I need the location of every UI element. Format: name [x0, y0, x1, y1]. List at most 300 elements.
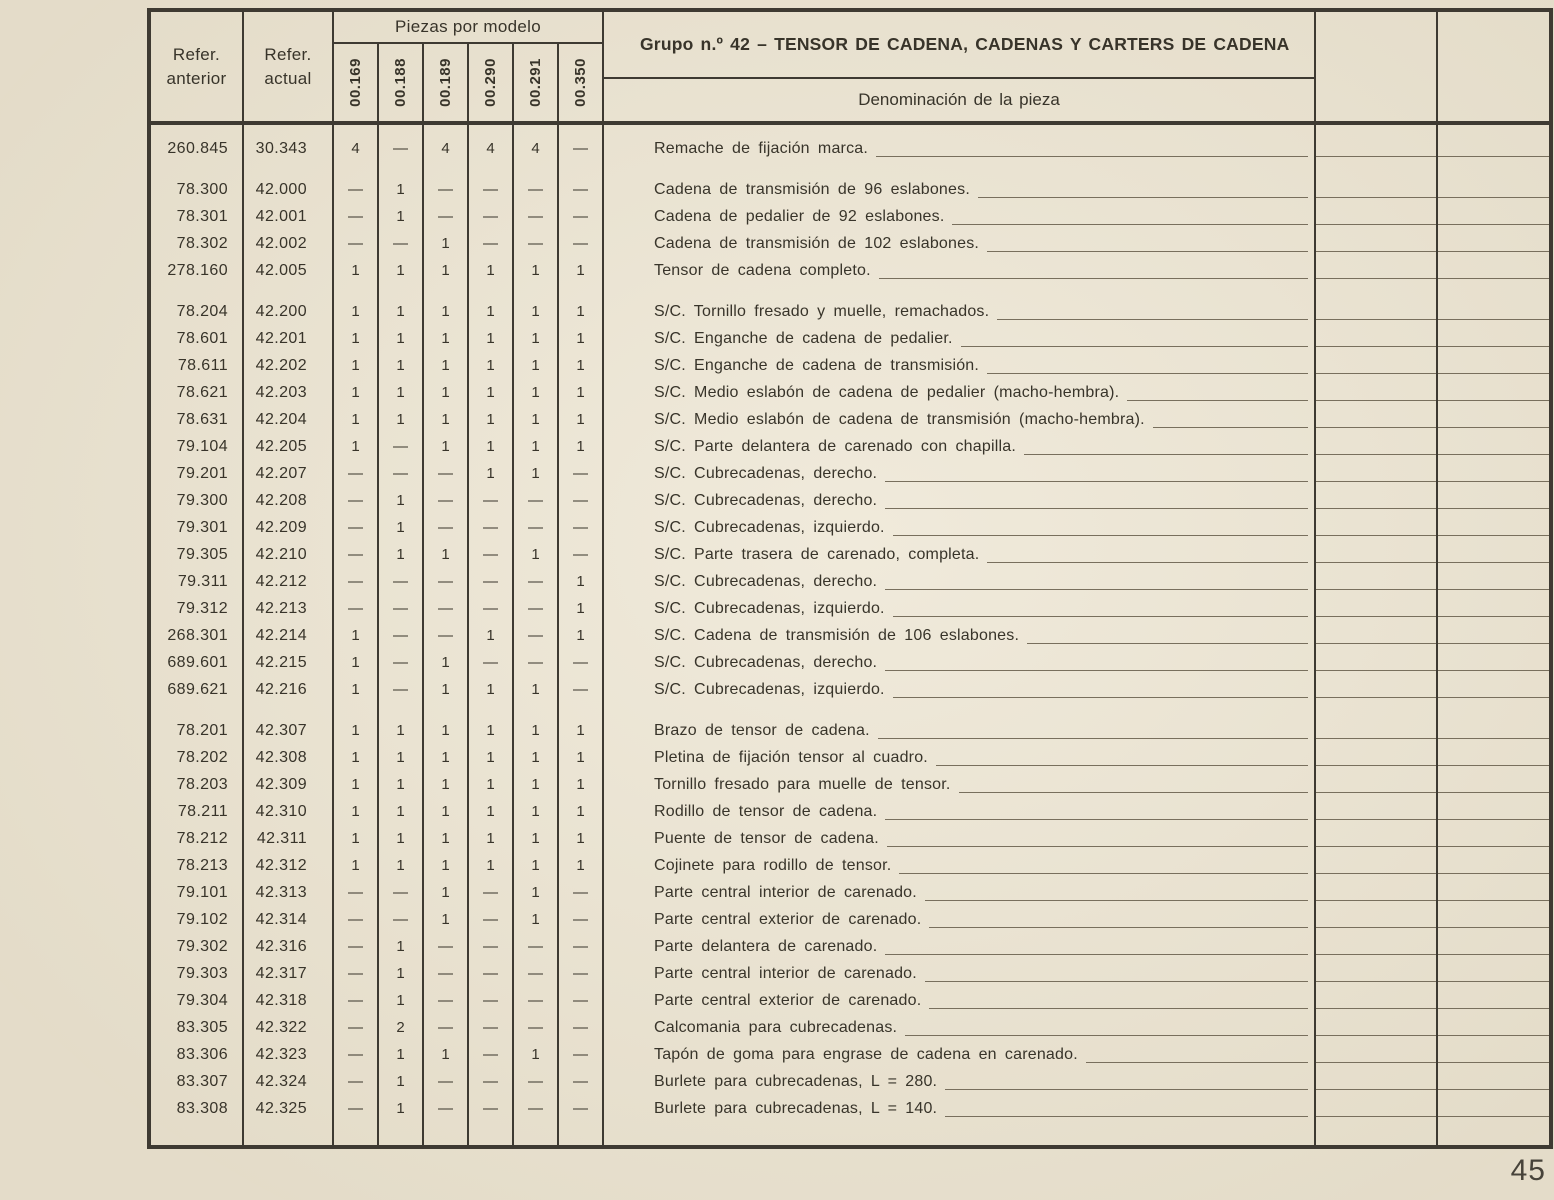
- description-cell: [604, 460, 1316, 487]
- page-number: 45: [1510, 1154, 1546, 1187]
- ref-actual-cell: 42.323: [244, 1041, 334, 1068]
- notes-rule: [1438, 346, 1549, 347]
- notes-cell-2: [1438, 433, 1549, 460]
- notes-rule: [1316, 319, 1436, 320]
- notes-cell-1: [1316, 257, 1438, 284]
- description-underline: [893, 616, 1308, 617]
- qty-cell: —: [469, 1041, 514, 1068]
- spacer-cell: [559, 284, 604, 298]
- spacer-cell: [424, 162, 469, 176]
- ref-actual-header-line2: actual: [264, 68, 312, 88]
- qty-cell: 4: [514, 135, 559, 162]
- description-text: S/C. Cadena de transmisión de 106 eslabones.: [654, 626, 1020, 644]
- model-column-header: [334, 44, 379, 121]
- qty-cell: 1: [469, 379, 514, 406]
- ref-actual-header-line1: Refer.: [264, 44, 312, 64]
- notes-rule: [1438, 1116, 1549, 1117]
- spacer-cell: [424, 703, 469, 717]
- description-text: Rodillo de tensor de cadena.: [654, 802, 878, 820]
- notes-rule: [1438, 792, 1549, 793]
- spacer-cell: [1438, 284, 1549, 298]
- spacer-cell: [151, 162, 244, 176]
- qty-cell: —: [334, 176, 379, 203]
- qty-cell: 1: [379, 744, 424, 771]
- ref-actual-cell: 42.316: [244, 933, 334, 960]
- ref-actual-cell: 42.324: [244, 1068, 334, 1095]
- notes-rule: [1316, 927, 1436, 928]
- description-text: S/C. Enganche de cadena de transmisión.: [654, 356, 980, 374]
- description-text: Tapón de goma para engrase de cadena en carenado.: [654, 1045, 1078, 1063]
- qty-cell: 1: [334, 298, 379, 325]
- qty-cell: —: [559, 203, 604, 230]
- spacer-cell: [469, 1122, 514, 1145]
- qty-cell: —: [379, 230, 424, 257]
- qty-cell: —: [424, 622, 469, 649]
- qty-cell: —: [424, 203, 469, 230]
- qty-cell: 1: [334, 717, 379, 744]
- description-underline: [1027, 643, 1308, 644]
- qty-cell: —: [379, 595, 424, 622]
- spacer-cell: [424, 284, 469, 298]
- description-text: Cadena de pedalier de 92 eslabones.: [654, 207, 945, 225]
- qty-cell: —: [334, 568, 379, 595]
- table-row: [151, 1068, 1549, 1095]
- qty-cell: —: [379, 433, 424, 460]
- spacer-cell: [379, 1122, 424, 1145]
- notes-cell-2: [1438, 987, 1549, 1014]
- qty-cell: 1: [424, 406, 469, 433]
- qty-cell: —: [424, 960, 469, 987]
- table-row: [151, 595, 1549, 622]
- denomination-label: Denominación de la pieza: [858, 90, 1060, 109]
- qty-cell: 1: [334, 433, 379, 460]
- spacer-cell: [604, 1122, 1316, 1145]
- qty-cell: 1: [514, 460, 559, 487]
- notes-rule: [1316, 400, 1436, 401]
- spacer-cell: [244, 162, 334, 176]
- description-underline: [945, 1089, 1308, 1090]
- notes-cell-2: [1438, 406, 1549, 433]
- qty-cell: —: [424, 1014, 469, 1041]
- qty-cell: 1: [559, 257, 604, 284]
- notes-cell-2: [1438, 135, 1549, 162]
- description-cell: [604, 514, 1316, 541]
- qty-cell: 1: [334, 622, 379, 649]
- qty-cell: 1: [334, 771, 379, 798]
- ref-actual-cell: 42.325: [244, 1095, 334, 1122]
- qty-cell: 1: [469, 325, 514, 352]
- spacer-cell: [244, 284, 334, 298]
- description-cell: [604, 595, 1316, 622]
- notes-cell-1: [1316, 230, 1438, 257]
- qty-cell: 1: [334, 257, 379, 284]
- qty-cell: —: [469, 541, 514, 568]
- description-cell: [604, 433, 1316, 460]
- notes-rule: [1316, 738, 1436, 739]
- qty-cell: —: [334, 595, 379, 622]
- qty-cell: —: [379, 879, 424, 906]
- qty-cell: 4: [334, 135, 379, 162]
- notes-cell-2: [1438, 933, 1549, 960]
- ref-anterior-cell: 79.304: [151, 987, 244, 1014]
- notes-cell-1: [1316, 933, 1438, 960]
- ref-anterior-cell: 78.202: [151, 744, 244, 771]
- notes-rule: [1438, 535, 1549, 536]
- table-row: [151, 298, 1549, 325]
- notes-rule: [1438, 765, 1549, 766]
- ref-anterior-cell: 78.621: [151, 379, 244, 406]
- description-underline: [929, 1008, 1308, 1009]
- table-row: [151, 825, 1549, 852]
- qty-cell: 1: [379, 1095, 424, 1122]
- qty-cell: —: [469, 1014, 514, 1041]
- notes-rule: [1438, 616, 1549, 617]
- description-underline: [1086, 1062, 1308, 1063]
- spacer-cell: [1438, 1122, 1549, 1145]
- notes-cell-1: [1316, 960, 1438, 987]
- notes-column-2-header: [1438, 12, 1549, 121]
- qty-cell: 1: [514, 676, 559, 703]
- notes-cell-2: [1438, 1041, 1549, 1068]
- qty-cell: —: [469, 230, 514, 257]
- table-row: [151, 352, 1549, 379]
- qty-cell: —: [469, 487, 514, 514]
- qty-cell: 1: [424, 230, 469, 257]
- description-text: S/C. Parte trasera de carenado, completa.: [654, 545, 980, 563]
- notes-rule: [1438, 846, 1549, 847]
- qty-cell: 1: [379, 987, 424, 1014]
- notes-rule: [1438, 224, 1549, 225]
- ref-actual-cell: 42.204: [244, 406, 334, 433]
- ref-anterior-cell: 78.201: [151, 717, 244, 744]
- spacer-cell: [559, 703, 604, 717]
- description-text: S/C. Cubrecadenas, derecho.: [654, 491, 878, 509]
- notes-rule: [1438, 697, 1549, 698]
- description-cell: [604, 298, 1316, 325]
- notes-rule: [1438, 643, 1549, 644]
- ref-anterior-cell: 78.601: [151, 325, 244, 352]
- notes-rule: [1438, 1008, 1549, 1009]
- description-text: Burlete para cubrecadenas, L = 280.: [654, 1072, 938, 1090]
- ref-actual-cell: 42.001: [244, 203, 334, 230]
- ref-actual-cell: 42.209: [244, 514, 334, 541]
- notes-rule: [1438, 427, 1549, 428]
- qty-cell: 1: [514, 433, 559, 460]
- qty-cell: 1: [514, 379, 559, 406]
- table-row: [151, 676, 1549, 703]
- ref-anterior-cell: 83.307: [151, 1068, 244, 1095]
- qty-cell: 1: [559, 744, 604, 771]
- ref-actual-cell: 42.207: [244, 460, 334, 487]
- description-underline: [876, 156, 1308, 157]
- ref-anterior-cell: 278.160: [151, 257, 244, 284]
- table-row: [151, 568, 1549, 595]
- spacer-cell: [469, 284, 514, 298]
- description-text: S/C. Cubrecadenas, izquierdo.: [654, 680, 885, 698]
- qty-cell: —: [379, 906, 424, 933]
- qty-cell: —: [334, 879, 379, 906]
- description-underline: [879, 278, 1308, 279]
- ref-anterior-cell: 79.102: [151, 906, 244, 933]
- description-underline: [885, 481, 1308, 482]
- description-cell: [604, 771, 1316, 798]
- notes-cell-2: [1438, 203, 1549, 230]
- description-text: Parte central exterior de carenado.: [654, 991, 922, 1009]
- spacer-cell: [379, 284, 424, 298]
- qty-cell: —: [469, 595, 514, 622]
- notes-cell-1: [1316, 568, 1438, 595]
- row-spacer: [151, 1122, 1549, 1145]
- ref-actual-cell: 42.311: [244, 825, 334, 852]
- qty-cell: —: [559, 879, 604, 906]
- table-row: [151, 257, 1549, 284]
- notes-rule: [1438, 481, 1549, 482]
- description-cell: [604, 379, 1316, 406]
- ref-actual-cell: 42.205: [244, 433, 334, 460]
- row-spacer: [151, 162, 1549, 176]
- qty-cell: 1: [379, 352, 424, 379]
- notes-cell-1: [1316, 379, 1438, 406]
- notes-rule: [1438, 900, 1549, 901]
- qty-cell: 1: [559, 325, 604, 352]
- spacer-cell: [514, 125, 559, 135]
- qty-cell: —: [469, 933, 514, 960]
- qty-cell: 1: [559, 406, 604, 433]
- spacer-cell: [334, 162, 379, 176]
- qty-cell: —: [559, 649, 604, 676]
- description-cell: [604, 1068, 1316, 1095]
- table-row: [151, 379, 1549, 406]
- qty-cell: 1: [379, 325, 424, 352]
- table-row: [151, 987, 1549, 1014]
- description-cell: [604, 987, 1316, 1014]
- description-text: Pletina de fijación tensor al cuadro.: [654, 748, 928, 766]
- ref-actual-cell: 42.210: [244, 541, 334, 568]
- qty-cell: 1: [334, 825, 379, 852]
- notes-rule: [1316, 481, 1436, 482]
- qty-cell: 1: [469, 771, 514, 798]
- qty-cell: 1: [379, 852, 424, 879]
- notes-cell-1: [1316, 203, 1438, 230]
- spacer-cell: [424, 1122, 469, 1145]
- qty-cell: 1: [514, 825, 559, 852]
- qty-cell: 1: [469, 352, 514, 379]
- notes-cell-2: [1438, 879, 1549, 906]
- qty-cell: 1: [424, 649, 469, 676]
- notes-rule: [1438, 1062, 1549, 1063]
- spacer-cell: [1316, 125, 1438, 135]
- description-underline: [893, 697, 1308, 698]
- notes-rule: [1438, 197, 1549, 198]
- ref-anterior-cell: 79.300: [151, 487, 244, 514]
- model-column-header: [559, 44, 602, 121]
- table-row: [151, 460, 1549, 487]
- description-cell: [604, 1095, 1316, 1122]
- qty-cell: 1: [379, 717, 424, 744]
- spacer-cell: [244, 125, 334, 135]
- description-underline: [1024, 454, 1308, 455]
- ref-actual-cell: 42.314: [244, 906, 334, 933]
- description-underline: [885, 589, 1308, 590]
- notes-rule: [1316, 346, 1436, 347]
- qty-cell: —: [334, 487, 379, 514]
- description-cell: [604, 852, 1316, 879]
- qty-cell: —: [559, 460, 604, 487]
- notes-rule: [1438, 1089, 1549, 1090]
- spacer-cell: [514, 162, 559, 176]
- notes-rule: [1438, 278, 1549, 279]
- table-row: [151, 135, 1549, 162]
- qty-cell: 1: [424, 676, 469, 703]
- description-text: S/C. Parte delantera de carenado con chapilla.: [654, 437, 1016, 455]
- description-cell: [604, 960, 1316, 987]
- qty-cell: —: [559, 1095, 604, 1122]
- ref-anterior-cell: 79.101: [151, 879, 244, 906]
- model-column-label: 00.290: [482, 58, 499, 107]
- notes-cell-1: [1316, 717, 1438, 744]
- qty-cell: —: [334, 541, 379, 568]
- description-underline: [885, 670, 1308, 671]
- spacer-cell: [379, 703, 424, 717]
- qty-cell: —: [379, 568, 424, 595]
- qty-cell: —: [559, 487, 604, 514]
- description-text: Parte central interior de carenado.: [654, 964, 917, 982]
- description-text: Cadena de transmisión de 96 eslabones.: [654, 180, 970, 198]
- qty-cell: —: [559, 135, 604, 162]
- qty-cell: 1: [559, 433, 604, 460]
- description-underline: [899, 873, 1308, 874]
- description-cell: [604, 1014, 1316, 1041]
- qty-cell: 1: [379, 487, 424, 514]
- ref-actual-cell: 42.215: [244, 649, 334, 676]
- qty-cell: 1: [379, 933, 424, 960]
- qty-cell: —: [334, 460, 379, 487]
- notes-cell-2: [1438, 514, 1549, 541]
- qty-cell: —: [559, 1014, 604, 1041]
- spacer-cell: [379, 125, 424, 135]
- notes-cell-1: [1316, 487, 1438, 514]
- qty-cell: 1: [514, 744, 559, 771]
- notes-cell-1: [1316, 879, 1438, 906]
- notes-rule: [1316, 508, 1436, 509]
- ref-anterior-header-line2: anterior: [166, 68, 227, 88]
- notes-rule: [1316, 900, 1436, 901]
- notes-rule: [1438, 400, 1549, 401]
- qty-cell: —: [514, 176, 559, 203]
- qty-cell: —: [559, 933, 604, 960]
- notes-cell-1: [1316, 649, 1438, 676]
- qty-cell: 1: [514, 771, 559, 798]
- qty-cell: 1: [514, 852, 559, 879]
- description-cell: [604, 798, 1316, 825]
- ref-anterior-cell: 83.308: [151, 1095, 244, 1122]
- qty-cell: —: [334, 906, 379, 933]
- notes-rule: [1316, 156, 1436, 157]
- description-text: S/C. Cubrecadenas, izquierdo.: [654, 599, 885, 617]
- spacer-cell: [514, 284, 559, 298]
- notes-cell-2: [1438, 622, 1549, 649]
- table-row: [151, 933, 1549, 960]
- notes-rule: [1316, 697, 1436, 698]
- qty-cell: 1: [514, 717, 559, 744]
- qty-cell: 1: [334, 798, 379, 825]
- notes-cell-2: [1438, 1095, 1549, 1122]
- spacer-cell: [1316, 703, 1438, 717]
- description-underline: [925, 900, 1308, 901]
- notes-cell-1: [1316, 1041, 1438, 1068]
- qty-cell: —: [424, 568, 469, 595]
- notes-cell-1: [1316, 352, 1438, 379]
- ref-anterior-cell: 79.311: [151, 568, 244, 595]
- qty-cell: —: [379, 135, 424, 162]
- description-cell: [604, 406, 1316, 433]
- notes-rule: [1438, 738, 1549, 739]
- spacer-cell: [1316, 1122, 1438, 1145]
- description-text: S/C. Medio eslabón de cadena de transmisión (macho-hembra).: [654, 410, 1145, 428]
- qty-cell: 1: [469, 744, 514, 771]
- notes-column-1-header: [1316, 12, 1438, 121]
- row-spacer: [151, 703, 1549, 717]
- notes-rule: [1316, 535, 1436, 536]
- qty-cell: —: [424, 1068, 469, 1095]
- qty-cell: —: [379, 649, 424, 676]
- qty-cell: 1: [424, 325, 469, 352]
- description-cell: [604, 257, 1316, 284]
- ref-anterior-cell: 79.301: [151, 514, 244, 541]
- description-underline: [987, 373, 1308, 374]
- table-row: [151, 230, 1549, 257]
- qty-cell: —: [559, 987, 604, 1014]
- parts-catalog-table: [147, 8, 1553, 1149]
- qty-cell: —: [469, 514, 514, 541]
- qty-cell: —: [514, 987, 559, 1014]
- description-text: Calcomania para cubrecadenas.: [654, 1018, 898, 1036]
- qty-cell: 1: [469, 798, 514, 825]
- description-text: Tensor de cadena completo.: [654, 261, 871, 279]
- table-row: [151, 1014, 1549, 1041]
- spacer-cell: [334, 284, 379, 298]
- description-text: S/C. Cubrecadenas, derecho.: [654, 572, 878, 590]
- description-cell: [604, 649, 1316, 676]
- qty-cell: —: [514, 230, 559, 257]
- qty-cell: 1: [334, 744, 379, 771]
- notes-rule: [1316, 589, 1436, 590]
- spacer-cell: [379, 162, 424, 176]
- qty-cell: —: [469, 203, 514, 230]
- notes-rule: [1438, 251, 1549, 252]
- model-column-headers: [334, 44, 602, 121]
- qty-cell: 1: [334, 676, 379, 703]
- qty-cell: 4: [469, 135, 514, 162]
- qty-cell: —: [469, 1095, 514, 1122]
- qty-cell: 1: [514, 352, 559, 379]
- ref-actual-cell: 42.308: [244, 744, 334, 771]
- notes-rule: [1316, 454, 1436, 455]
- notes-cell-2: [1438, 1068, 1549, 1095]
- notes-rule: [1438, 873, 1549, 874]
- qty-cell: 1: [559, 771, 604, 798]
- description-underline: [959, 792, 1308, 793]
- spacer-cell: [469, 703, 514, 717]
- ref-actual-cell: 42.213: [244, 595, 334, 622]
- description-text: Brazo de tensor de cadena.: [654, 721, 870, 739]
- qty-cell: 1: [559, 568, 604, 595]
- qty-cell: —: [379, 622, 424, 649]
- description-cell: [604, 487, 1316, 514]
- table-row: [151, 176, 1549, 203]
- notes-cell-2: [1438, 744, 1549, 771]
- description-cell: [604, 676, 1316, 703]
